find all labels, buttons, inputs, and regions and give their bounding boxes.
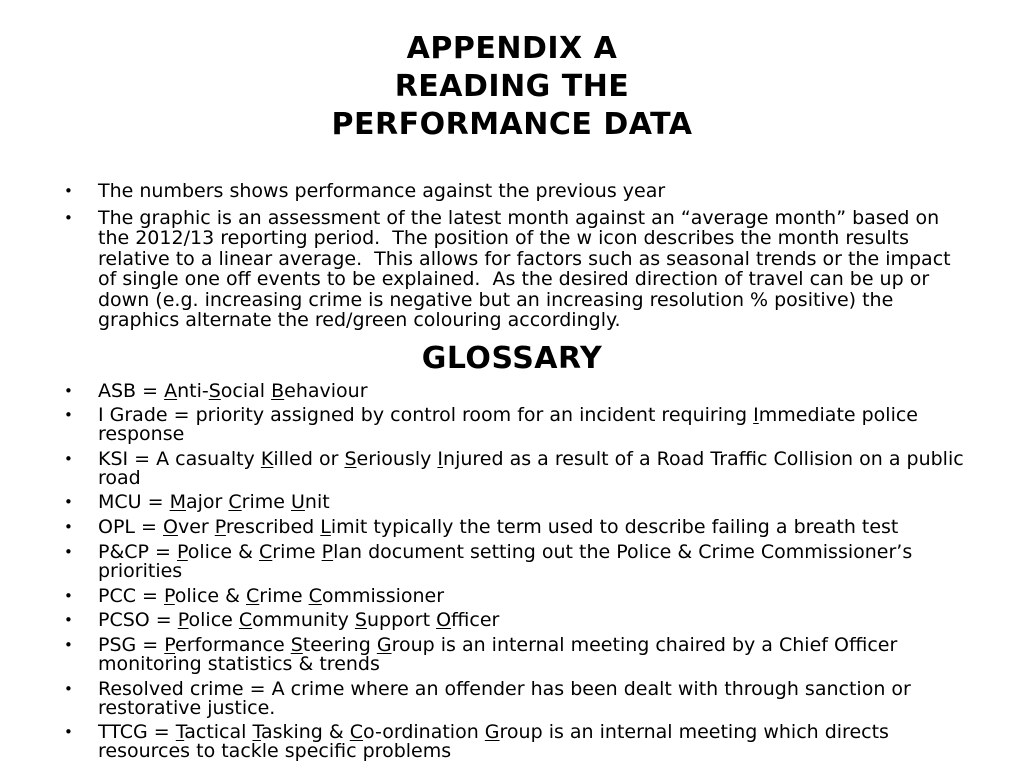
glossary-item-text: I Grade = priority assigned by control room for an incident requiring Immediate police response <box>98 404 925 446</box>
bullet-icon: • <box>64 493 73 512</box>
glossary-item-text: KSI = A casualty Killed or Seriously Injured as a result of a Road Traffic Collision on a public road <box>98 447 970 489</box>
glossary-item-text: P&CP = Police & Crime Plan document setting out the Police & Crime Commissioner’s priorities <box>98 541 919 582</box>
bullet-icon: • <box>64 406 73 425</box>
title-line-2: READING THE <box>394 69 630 104</box>
bullet-icon: • <box>64 208 73 227</box>
list-item <box>64 584 972 607</box>
list-item <box>64 543 972 581</box>
list-item <box>64 208 972 331</box>
title-line-3: PERFORMANCE DATA <box>331 107 693 142</box>
glossary-item-text: PSG = Performance Steering Group is an internal meeting chaired by a Chief Officer monitoring statistics & trends <box>98 634 904 676</box>
intro-bullet-list <box>0 181 1024 331</box>
glossary-item-text: PCC = Police & Crime Commissioner <box>98 584 445 607</box>
bullet-icon: • <box>64 679 73 698</box>
slide-title <box>0 0 1024 144</box>
list-item <box>64 181 972 202</box>
list-item <box>64 406 972 444</box>
list-item <box>64 723 972 761</box>
list-item <box>64 379 972 402</box>
bullet-icon: • <box>64 723 73 742</box>
glossary-item-text: PCSO = Police Community Support Officer <box>98 609 500 632</box>
glossary-heading: GLOSSARY <box>421 340 603 376</box>
bullet-icon: • <box>64 518 73 537</box>
list-item <box>64 636 972 674</box>
bullet-icon: • <box>64 611 73 630</box>
list-item <box>64 677 972 719</box>
intro-bullet-text: The graphic is an assessment of the latest month against an “average month” based on the 2012/13 reporting period. The position of the w icon describes the month results relative to a linear average. This allows for factors such as seasonal trends or the impact of single one off events to be explained. As the desired direction of travel can be up or down (e.g. increasing crime is negative but an increasing resolution % positive) the graphics alternate the red/green colouring accordingly. <box>98 206 957 331</box>
bullet-icon: • <box>64 182 73 200</box>
bullet-icon: • <box>64 586 73 605</box>
glossary-item-text: OPL = Over Prescribed Limit typically the term used to describe failing a breath test <box>98 516 899 539</box>
bullet-icon: • <box>64 636 73 655</box>
list-item <box>64 611 972 630</box>
bullet-icon: • <box>64 449 73 468</box>
glossary-item-text: Resolved crime = A crime where an offender has been dealt with through sanction or restorative justice. <box>98 677 917 719</box>
glossary-item-text: MCU = Major Crime Unit <box>98 491 330 514</box>
title-line-1: APPENDIX A <box>406 31 618 66</box>
glossary-list <box>0 379 1024 763</box>
bullet-icon: • <box>64 543 73 562</box>
intro-bullet-text: The numbers shows performance against the previous year <box>98 180 666 202</box>
list-item <box>64 493 972 512</box>
glossary-item-text: ASB = Anti-Social Behaviour <box>98 379 368 402</box>
list-item <box>64 518 972 537</box>
bullet-icon: • <box>64 381 73 400</box>
list-item <box>64 447 972 489</box>
glossary-item-text: TTCG = Tactical Tasking & Co-ordination Group is an internal meeting which directs resources to tackle specific problems <box>98 721 895 763</box>
